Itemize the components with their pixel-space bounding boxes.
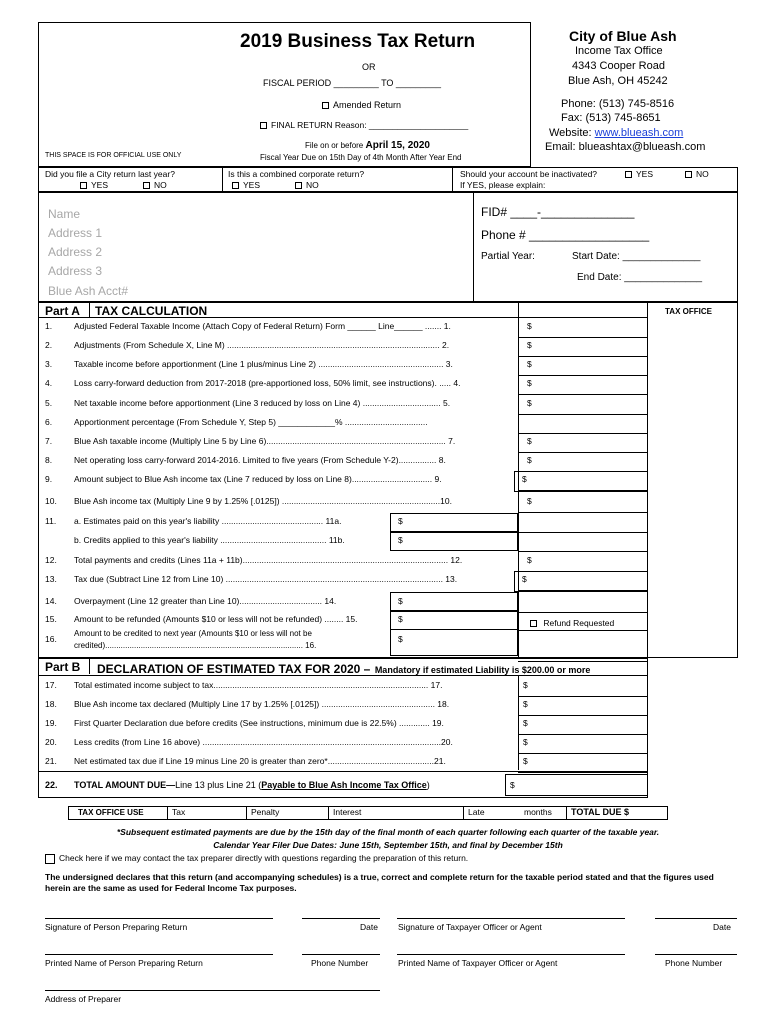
- official-use-label: THIS SPACE IS FOR OFFICIAL USE ONLY: [45, 152, 182, 159]
- amount-dollar[interactable]: $: [398, 535, 403, 545]
- address3-field[interactable]: Address 3: [48, 264, 103, 278]
- office-total-due: TOTAL DUE $: [571, 807, 630, 817]
- amount-dollar[interactable]: $: [398, 516, 403, 526]
- row-rule: [518, 696, 648, 697]
- row-rule: [518, 433, 647, 434]
- part-a-line-num: 10.: [45, 496, 57, 506]
- q2-no-checkbox[interactable]: [295, 182, 302, 189]
- part-a-line-num: 12.: [45, 555, 57, 565]
- line-22-num: 22.: [45, 780, 58, 790]
- row-rule: [518, 375, 647, 376]
- date-2[interactable]: Date: [713, 922, 731, 932]
- part-a-line-text: Amount to be refunded (Amounts $10 or less will not be refunded) ........ 15.: [74, 614, 358, 624]
- row-rule: [518, 753, 648, 754]
- file-on-label: File on or before: [305, 141, 364, 150]
- total-amount-label: TOTAL AMOUNT DUE—: [74, 780, 176, 790]
- part-b-line-text: First Quarter Declaration due before credits (See instructions, minimum due is 22.5%) ............. 19.: [74, 718, 444, 728]
- part-a-line-text: Apportionment percentage (From Schedule Y, Step 5) ____________% ...................................: [74, 417, 428, 427]
- q3-explain[interactable]: If YES, please explain:: [460, 180, 546, 190]
- part-b-label: Part B: [45, 660, 81, 674]
- q3-yes[interactable]: [625, 169, 653, 179]
- amount-dollar[interactable]: $: [527, 398, 532, 408]
- q2-no-label: NO: [306, 180, 319, 190]
- q1-no-label: NO: [154, 180, 167, 190]
- calendar-dates: Calendar Year Filer Due Dates: June 15th, September 15th, and final by December 15th: [213, 840, 563, 850]
- amount-dollar[interactable]: $: [527, 321, 532, 331]
- part-a-title: TAX CALCULATION: [95, 304, 208, 318]
- city-website: [549, 127, 683, 139]
- city-phone: Phone: (513) 745-8516: [561, 98, 675, 110]
- part-b-line-text: Blue Ash income tax declared (Multiply Line 17 by 1.25% [.0125]) ................................................ 18.: [74, 699, 450, 709]
- q1-yes-checkbox[interactable]: [80, 182, 87, 189]
- q2-no[interactable]: [295, 180, 319, 190]
- amended-return[interactable]: [322, 100, 401, 110]
- part-a-line-text: Blue Ash taxable income (Multiply Line 5 by Line 6)............................................................................ 7.: [74, 436, 456, 446]
- tax-office-label: TAX OFFICE: [665, 307, 712, 316]
- city-fax: Fax: (513) 745-8651: [561, 112, 661, 124]
- amount-dollar[interactable]: $: [523, 680, 528, 690]
- part-a-line-text: Overpayment (Line 12 greater than Line 10)................................... 14.: [74, 596, 337, 606]
- total-rest: Line 13 plus Line 21 (: [175, 780, 262, 790]
- end-date-field[interactable]: End Date: ______________: [577, 272, 703, 283]
- part-a-label: Part A: [45, 304, 80, 318]
- q1-label: Did you file a City return last year?: [45, 169, 175, 179]
- website-label: Website:: [549, 127, 592, 139]
- total-close: ): [426, 780, 430, 790]
- amount-dollar[interactable]: $: [522, 474, 527, 484]
- q2-yes-checkbox[interactable]: [232, 182, 239, 189]
- q2-label: Is this a combined corporate return?: [228, 169, 365, 179]
- phone-2[interactable]: Phone Number: [665, 958, 723, 968]
- declaration-text: The undersigned declares that this return (and accompanying schedules) is a true, correct and complete return for the taxable period stated and that the figures used herein are the same as used for Federal Income Tax purposes.: [45, 872, 714, 893]
- part-a-line-text: Net operating loss carry-forward 2014-2016. Limited to five years (From Schedule Y-2)................ 8.: [74, 455, 446, 465]
- part-b-line-num: 20.: [45, 737, 57, 747]
- part-b-line-text: Total estimated income subject to tax........................................................................................... 17.: [74, 680, 443, 690]
- part-a-line-text: Total payments and credits (Lines 11a + 11b)....................................................................................... 12.: [74, 555, 463, 565]
- due-date: April 15, 2020: [365, 140, 430, 151]
- row-rule: [518, 356, 647, 357]
- line-11a-box[interactable]: [390, 513, 518, 532]
- partial-year-label: Partial Year:: [481, 251, 535, 262]
- line-16-box[interactable]: [390, 629, 518, 656]
- refund-label: Refund Requested: [543, 618, 615, 628]
- q1-yes[interactable]: [80, 180, 108, 190]
- part-a-line-text: Tax due (Subtract Line 12 from Line 10) ............................................................................................ 13.: [74, 574, 458, 584]
- address2-field[interactable]: Address 2: [48, 245, 103, 259]
- part-a-line-num: 8.: [45, 455, 53, 465]
- office-late: Late: [468, 807, 485, 817]
- line-22-amount[interactable]: [505, 774, 648, 796]
- city-office: Income Tax Office: [575, 45, 663, 57]
- q2-yes-label: YES: [243, 180, 261, 190]
- part-a-line-num: 6.: [45, 417, 53, 427]
- acct-field[interactable]: Blue Ash Acct#: [48, 284, 129, 298]
- part-b-line-text: Net estimated tax due if Line 19 minus Line 20 is greater than zero*.............................................21.: [74, 756, 446, 766]
- final-return-checkbox[interactable]: [260, 122, 267, 129]
- amount-dollar[interactable]: $: [523, 756, 528, 766]
- amended-label: Amended Return: [333, 100, 402, 110]
- row-rule: [518, 337, 647, 338]
- fiscal-period[interactable]: FISCAL PERIOD _________ TO _________: [263, 78, 441, 88]
- refund-checkbox[interactable]: [530, 620, 537, 627]
- office-months: months: [524, 807, 552, 817]
- part-b-line-num: 17.: [45, 680, 57, 690]
- part-b-mandatory: Mandatory if estimated Liability is $200.00 or more: [374, 665, 591, 675]
- fiscal-due: Fiscal Year Due on 15th Day of 4th Month After Year End: [260, 153, 462, 162]
- q2-yes[interactable]: [232, 180, 260, 190]
- row-rule: [518, 414, 647, 415]
- fid-field[interactable]: FID# ____-______________: [481, 205, 635, 219]
- office-penalty: Penalty: [251, 807, 280, 817]
- amount-dollar[interactable]: $: [527, 378, 532, 388]
- part-a-line-text: a. Estimates paid on this year's liability ........................................... 11a.: [74, 516, 342, 526]
- row-rule: [518, 512, 647, 513]
- part-a-line-text: Loss carry-forward deduction from 2017-2018 (pre-apportioned loss, 50% limit, see instructions). ..... 4.: [74, 378, 461, 388]
- amount-dollar[interactable]: $: [527, 359, 532, 369]
- row-rule: [518, 715, 648, 716]
- city-name: City of Blue Ash: [569, 28, 677, 44]
- contact-preparer[interactable]: [45, 853, 468, 864]
- row-rule: [518, 612, 647, 613]
- website-link[interactable]: www.blueash.com: [594, 127, 684, 139]
- part-a-line-text: Adjustments (From Schedule X, Line M) .......................................................................................... 2.: [74, 340, 450, 350]
- q1-no[interactable]: [143, 180, 167, 190]
- part-a-line-num: 7.: [45, 436, 53, 446]
- row-rule: [518, 734, 648, 735]
- q3-no[interactable]: [685, 169, 709, 179]
- phone-field[interactable]: Phone # __________________: [481, 228, 650, 242]
- part-b-line-text: Less credits (from Line 16 above) .....................................................................................................20.: [74, 737, 453, 747]
- city-street: 4343 Cooper Road: [572, 60, 665, 72]
- contact-checkbox[interactable]: [45, 854, 55, 864]
- part-a-line-text: credited)......................................................................................... 16.: [74, 641, 317, 650]
- sig-preparer[interactable]: Signature of Person Preparing Return: [45, 922, 188, 932]
- amount-dollar[interactable]: $: [522, 574, 527, 584]
- name-officer[interactable]: Printed Name of Taxpayer Officer or Agent: [398, 958, 558, 968]
- final-return[interactable]: [260, 120, 468, 130]
- part-a-line-num: 11.: [45, 516, 57, 526]
- or-label: OR: [362, 62, 376, 72]
- row-rule: [518, 532, 647, 533]
- final-return-label: FINAL RETURN Reason: _____________________: [271, 120, 469, 130]
- part-a-line-num: 16.: [45, 634, 57, 644]
- amount-dollar[interactable]: $: [527, 496, 532, 506]
- name-field[interactable]: Name: [48, 207, 81, 221]
- office-use-label: TAX OFFICE USE: [78, 808, 144, 817]
- part-a-line-text: Adjusted Federal Taxable Income (Attach Copy of Federal Return) Form ______ Line______ ....... 1.: [74, 321, 451, 331]
- part-a-line-num: 3.: [45, 359, 53, 369]
- office-tax: Tax: [172, 807, 186, 817]
- q3-yes-label: YES: [636, 169, 654, 179]
- amount-dollar[interactable]: $: [527, 555, 532, 565]
- amount-dollar[interactable]: $: [398, 614, 403, 624]
- amount-dollar[interactable]: $: [523, 737, 528, 747]
- address-preparer[interactable]: Address of Preparer: [45, 994, 122, 1004]
- contact-label: Check here if we may contact the tax preparer directly with questions regarding the preparation of this return.: [59, 853, 469, 863]
- part-a-line-text: Amount subject to Blue Ash income tax (Line 7 reduced by loss on Line 8).................................. 9.: [74, 474, 442, 484]
- part-a-line-text: Taxable income before apportionment (Line 1 plus/minus Line 2) ..................................................... 3.: [74, 359, 453, 369]
- amount-dollar[interactable]: $: [527, 340, 532, 350]
- part-a-line-text: Blue Ash income tax (Multiply Line 9 by 1.25% [.0125]) ...................................................................10.: [74, 496, 452, 506]
- name-preparer[interactable]: Printed Name of Person Preparing Return: [45, 958, 203, 968]
- amount-dollar[interactable]: $: [527, 455, 532, 465]
- line-15-box[interactable]: [390, 611, 518, 630]
- row-rule: [518, 452, 647, 453]
- form-title: 2019 Business Tax Return: [240, 31, 476, 52]
- part-a-line-num: 4.: [45, 378, 53, 388]
- part-b-line-num: 18.: [45, 699, 57, 709]
- part-a-line-text: Net taxable income before apportionment (Line 3 reduced by loss on Line 4) ................................. 5.: [74, 398, 451, 408]
- office-interest: Interest: [333, 807, 362, 817]
- line-11b-box[interactable]: [390, 532, 518, 551]
- part-a-line-num: 1.: [45, 321, 53, 331]
- refund-requested[interactable]: [530, 618, 614, 628]
- amount-dollar[interactable]: $: [523, 699, 528, 709]
- row-rule: [518, 772, 648, 773]
- sig-officer[interactable]: Signature of Taxpayer Officer or Agent: [398, 922, 542, 932]
- total-payable: Payable to Blue Ash Income Tax Office: [261, 780, 427, 790]
- amount-dollar[interactable]: $: [523, 718, 528, 728]
- part-b-line-num: 19.: [45, 718, 57, 728]
- start-date-field[interactable]: Start Date: ______________: [572, 251, 701, 262]
- city-email: Email: blueashtax@blueash.com: [545, 141, 706, 153]
- part-a-line-text: b. Credits applied to this year's liability ............................................. 11b.: [74, 535, 345, 545]
- subsequent-note: *Subsequent estimated payments are due by the 15th day of the final month of each quarter following each quarter of the taxable year.: [116, 827, 660, 837]
- q3-no-label: NO: [696, 169, 709, 179]
- amended-checkbox[interactable]: [322, 102, 329, 109]
- row-rule: [518, 394, 647, 395]
- part-a-line-num: 2.: [45, 340, 53, 350]
- line-22-dollar: $: [510, 780, 515, 790]
- q3-no-checkbox[interactable]: [685, 171, 692, 178]
- amount-dollar[interactable]: $: [398, 634, 403, 644]
- date-1[interactable]: Date: [360, 922, 378, 932]
- amount-dollar[interactable]: $: [398, 596, 403, 606]
- part-b-title: DECLARATION OF ESTIMATED TAX FOR 2020 –: [97, 662, 371, 676]
- file-on-line: [305, 140, 430, 151]
- amount-dollar[interactable]: $: [527, 436, 532, 446]
- q3-label: Should your account be inactivated?: [460, 169, 598, 179]
- part-a-line-num: 14.: [45, 596, 57, 606]
- line-9-box[interactable]: [514, 471, 648, 492]
- city-citystate: Blue Ash, OH 45242: [568, 75, 668, 87]
- part-a-line-num: 5.: [45, 398, 53, 408]
- part-a-line-text: Amount to be credited to next year (Amounts $10 or less will not be: [74, 629, 312, 638]
- part-a-line-num: 13.: [45, 574, 57, 584]
- q1-no-checkbox[interactable]: [143, 182, 150, 189]
- row-rule: [518, 630, 647, 631]
- part-a-line-num: 15.: [45, 614, 57, 624]
- q3-yes-checkbox[interactable]: [625, 171, 632, 178]
- part-b-line-num: 21.: [45, 756, 57, 766]
- part-a-line-num: 9.: [45, 474, 53, 484]
- line-22-text: [74, 780, 430, 790]
- address1-field[interactable]: Address 1: [48, 226, 103, 240]
- line-14-box[interactable]: [390, 592, 518, 611]
- q1-yes-label: YES: [91, 180, 109, 190]
- row-rule: [518, 551, 647, 552]
- phone-1[interactable]: Phone Number: [311, 958, 369, 968]
- line-13-box[interactable]: [514, 571, 648, 592]
